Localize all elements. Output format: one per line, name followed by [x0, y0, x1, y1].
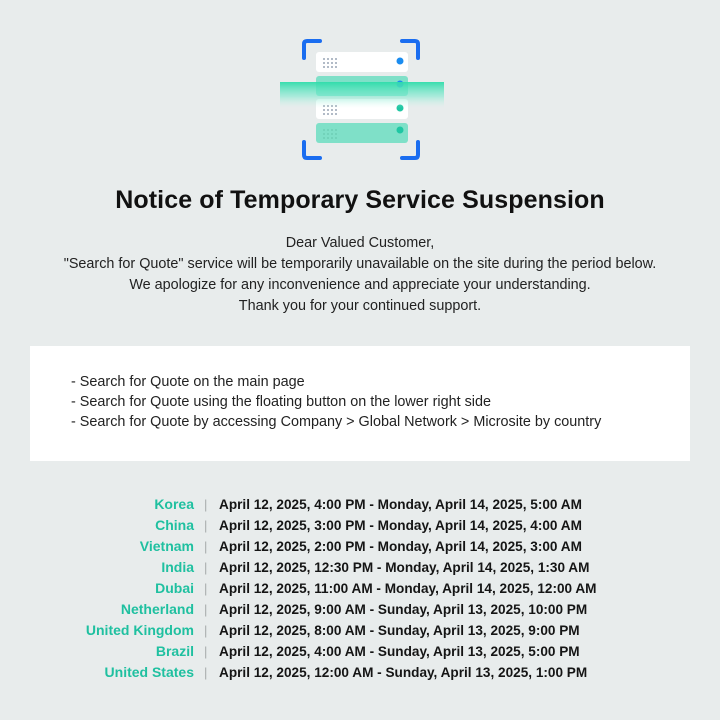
country-name: India	[161, 559, 194, 575]
affected-service-item: - Search for Quote using the floating button on the lower right side	[71, 394, 491, 410]
separator: |	[204, 623, 208, 638]
page-title: Notice of Temporary Service Suspension	[115, 186, 605, 214]
intro-line: "Search for Quote" service will be temporarily unavailable on the site during the period below.	[63, 256, 657, 272]
schedule-row	[0, 536, 720, 557]
country-name: Netherland	[120, 601, 194, 617]
suspension-period: April 12, 2025, 9:00 AM - Sunday, April 13, 2025, 10:00 PM	[219, 602, 588, 617]
affected-service-item: - Search for Quote on the main page	[71, 374, 305, 390]
schedule-row	[0, 578, 720, 599]
separator: |	[204, 602, 208, 617]
affected-services-box	[30, 346, 690, 461]
suspension-period: April 12, 2025, 8:00 AM - Sunday, April 13, 2025, 9:00 PM	[219, 623, 580, 638]
country-name: China	[155, 517, 194, 533]
separator: |	[204, 644, 208, 659]
schedule-row	[0, 494, 720, 515]
suspension-period: April 12, 2025, 12:30 PM - Monday, April 14, 2025, 1:30 AM	[219, 560, 590, 575]
suspension-period: April 12, 2025, 2:00 PM - Monday, April 14, 2025, 3:00 AM	[219, 539, 582, 554]
separator: |	[204, 581, 208, 596]
country-name: Korea	[154, 496, 194, 512]
affected-service-item: - Search for Quote by accessing Company > Global Network > Microsite by country	[71, 414, 602, 430]
suspension-period: April 12, 2025, 3:00 PM - Monday, April 14, 2025, 4:00 AM	[219, 518, 582, 533]
country-name: Brazil	[155, 643, 194, 659]
country-name: United States	[104, 664, 194, 680]
separator: |	[204, 665, 208, 680]
schedule-row	[0, 599, 720, 620]
schedule-row	[0, 662, 720, 683]
intro-line: Dear Valued Customer,	[285, 235, 435, 251]
intro-line: We apologize for any inconvenience and appreciate your understanding.	[129, 277, 591, 293]
intro-line: Thank you for your continued support.	[238, 298, 482, 314]
separator: |	[204, 497, 208, 512]
suspension-schedule	[0, 494, 720, 683]
separator: |	[204, 539, 208, 554]
suspension-period: April 12, 2025, 12:00 AM - Sunday, April 13, 2025, 1:00 PM	[219, 665, 588, 680]
country-name: United Kingdom	[85, 622, 194, 638]
separator: |	[204, 518, 208, 533]
schedule-row	[0, 641, 720, 662]
intro-message	[0, 233, 720, 317]
server-scan-icon	[280, 38, 444, 162]
schedule-row	[0, 557, 720, 578]
schedule-row	[0, 620, 720, 641]
suspension-period: April 12, 2025, 11:00 AM - Monday, April 14, 2025, 12:00 AM	[219, 581, 597, 596]
schedule-row	[0, 515, 720, 536]
separator: |	[204, 560, 208, 575]
suspension-period: April 12, 2025, 4:00 PM - Monday, April 14, 2025, 5:00 AM	[219, 497, 582, 512]
country-name: Dubai	[155, 580, 194, 596]
suspension-period: April 12, 2025, 4:00 AM - Sunday, April 13, 2025, 5:00 PM	[219, 644, 580, 659]
country-name: Vietnam	[139, 538, 194, 554]
